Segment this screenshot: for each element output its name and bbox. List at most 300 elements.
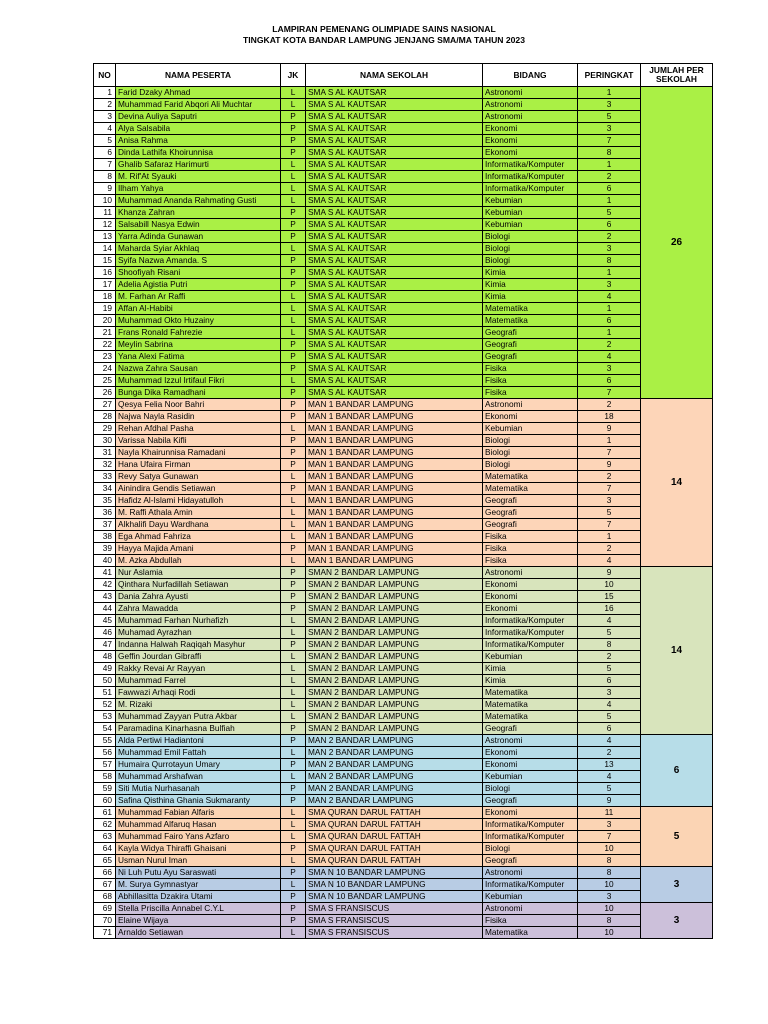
rank-cell: 10: [578, 879, 641, 891]
school-total: 5: [641, 807, 713, 867]
row-no: 9: [94, 183, 116, 195]
participant-name: Frans Ronald Fahrezie: [116, 327, 281, 339]
subject-cell: Ekonomi: [483, 747, 578, 759]
table-row: [94, 171, 713, 183]
participant-name: Meylin Sabrina: [116, 339, 281, 351]
participant-name: Farid Dzaky Ahmad: [116, 87, 281, 99]
participant-name: Muhammad Okto Huzainy: [116, 315, 281, 327]
rank-cell: 3: [578, 123, 641, 135]
table-row: [94, 675, 713, 687]
rank-cell: 4: [578, 771, 641, 783]
row-no: 65: [94, 855, 116, 867]
row-no: 31: [94, 447, 116, 459]
school-name: MAN 1 BANDAR LAMPUNG: [306, 507, 483, 519]
participant-name: Ni Luh Putu Ayu Saraswati: [116, 867, 281, 879]
subject-cell: Astronomi: [483, 567, 578, 579]
gender-cell: P: [281, 399, 306, 411]
row-no: 67: [94, 879, 116, 891]
school-name: SMA S FRANSISCUS: [306, 927, 483, 939]
participant-name: Alya Salsabila: [116, 123, 281, 135]
table-row: [94, 759, 713, 771]
school-name: SMA S AL KAUTSAR: [306, 171, 483, 183]
participant-name: Muhammad Farhan Nurhafizh: [116, 615, 281, 627]
school-name: SMA S AL KAUTSAR: [306, 87, 483, 99]
school-name: SMA S AL KAUTSAR: [306, 279, 483, 291]
subject-cell: Matematika: [483, 927, 578, 939]
school-name: SMAN 2 BANDAR LAMPUNG: [306, 723, 483, 735]
table-row: [94, 507, 713, 519]
school-name: SMA S AL KAUTSAR: [306, 159, 483, 171]
school-name: SMAN 2 BANDAR LAMPUNG: [306, 651, 483, 663]
gender-cell: P: [281, 123, 306, 135]
row-no: 10: [94, 195, 116, 207]
row-no: 23: [94, 351, 116, 363]
row-no: 38: [94, 531, 116, 543]
subject-cell: Geografi: [483, 495, 578, 507]
row-no: 53: [94, 711, 116, 723]
rank-cell: 2: [578, 471, 641, 483]
subject-cell: Astronomi: [483, 735, 578, 747]
participant-name: Muhammad Farid Abqori Ali Muchtar: [116, 99, 281, 111]
gender-cell: L: [281, 879, 306, 891]
subject-cell: Ekonomi: [483, 759, 578, 771]
rank-cell: 4: [578, 615, 641, 627]
table-row: [94, 231, 713, 243]
rank-cell: 2: [578, 747, 641, 759]
participant-name: Muhammad Fabian Alfaris: [116, 807, 281, 819]
gender-cell: P: [281, 735, 306, 747]
participant-name: Stella Priscilla Annabel C.Y.L: [116, 903, 281, 915]
table-row: [94, 327, 713, 339]
table-row: [94, 399, 713, 411]
participant-name: Zahra Mawadda: [116, 603, 281, 615]
subject-cell: Biologi: [483, 435, 578, 447]
participant-name: Nur Aslamia: [116, 567, 281, 579]
table-row: [94, 831, 713, 843]
row-no: 39: [94, 543, 116, 555]
participant-name: M. Rif'At Syauki: [116, 171, 281, 183]
subject-cell: Biologi: [483, 783, 578, 795]
rank-cell: 8: [578, 147, 641, 159]
school-name: SMA S AL KAUTSAR: [306, 219, 483, 231]
subject-cell: Matematika: [483, 471, 578, 483]
subject-cell: Kebumian: [483, 651, 578, 663]
subject-cell: Astronomi: [483, 111, 578, 123]
row-no: 55: [94, 735, 116, 747]
school-name: SMAN 2 BANDAR LAMPUNG: [306, 603, 483, 615]
rank-cell: 1: [578, 87, 641, 99]
table-row: [94, 807, 713, 819]
row-no: 69: [94, 903, 116, 915]
table-row: [94, 591, 713, 603]
participant-name: Kayla Widya Thiraffi Ghaisani: [116, 843, 281, 855]
rank-cell: 3: [578, 687, 641, 699]
gender-cell: L: [281, 195, 306, 207]
subject-cell: Ekonomi: [483, 147, 578, 159]
school-name: SMA S AL KAUTSAR: [306, 255, 483, 267]
school-name: MAN 1 BANDAR LAMPUNG: [306, 423, 483, 435]
table-row: [94, 543, 713, 555]
participant-name: Nazwa Zahra Sausan: [116, 363, 281, 375]
subject-cell: Kimia: [483, 291, 578, 303]
rank-cell: 10: [578, 903, 641, 915]
row-no: 6: [94, 147, 116, 159]
gender-cell: L: [281, 615, 306, 627]
gender-cell: P: [281, 279, 306, 291]
gender-cell: P: [281, 459, 306, 471]
table-row: [94, 279, 713, 291]
row-no: 50: [94, 675, 116, 687]
rank-cell: 13: [578, 759, 641, 771]
school-name: SMAN 2 BANDAR LAMPUNG: [306, 663, 483, 675]
row-no: 19: [94, 303, 116, 315]
subject-cell: Fisika: [483, 543, 578, 555]
row-no: 41: [94, 567, 116, 579]
participant-name: Paramadina Kinarhasna Bulfiah: [116, 723, 281, 735]
header-nama-peserta: NAMA PESERTA: [116, 64, 281, 87]
rank-cell: 3: [578, 891, 641, 903]
header-peringkat: PERINGKAT: [578, 64, 641, 87]
subject-cell: Biologi: [483, 843, 578, 855]
gender-cell: L: [281, 423, 306, 435]
page-subtitle: TINGKAT KOTA BANDAR LAMPUNG JENJANG SMA/MA TAHUN 2023: [242, 35, 525, 45]
gender-cell: P: [281, 219, 306, 231]
participant-name: Ilham Yahya: [116, 183, 281, 195]
gender-cell: P: [281, 411, 306, 423]
participant-name: Muhammad Fairo Yans Azfaro: [116, 831, 281, 843]
row-no: 43: [94, 591, 116, 603]
gender-cell: L: [281, 87, 306, 99]
rank-cell: 6: [578, 375, 641, 387]
participant-name: Varissa Nabila Kifli: [116, 435, 281, 447]
rank-cell: 9: [578, 423, 641, 435]
school-name: MAN 2 BANDAR LAMPUNG: [306, 759, 483, 771]
gender-cell: L: [281, 471, 306, 483]
row-no: 52: [94, 699, 116, 711]
row-no: 17: [94, 279, 116, 291]
school-name: SMA N 10 BANDAR LAMPUNG: [306, 879, 483, 891]
gender-cell: P: [281, 255, 306, 267]
subject-cell: Matematika: [483, 315, 578, 327]
subject-cell: Geografi: [483, 351, 578, 363]
participant-name: Najwa Nayla Rasidin: [116, 411, 281, 423]
gender-cell: P: [281, 147, 306, 159]
subject-cell: Ekonomi: [483, 591, 578, 603]
table-row: [94, 123, 713, 135]
participant-name: Abhillasitta Dzakira Utami: [116, 891, 281, 903]
rank-cell: 5: [578, 711, 641, 723]
subject-cell: Matematika: [483, 711, 578, 723]
subject-cell: Informatika/Komputer: [483, 831, 578, 843]
row-no: 28: [94, 411, 116, 423]
table-row: [94, 471, 713, 483]
table-row: [94, 483, 713, 495]
row-no: 24: [94, 363, 116, 375]
school-name: SMA S AL KAUTSAR: [306, 231, 483, 243]
school-name: SMAN 2 BANDAR LAMPUNG: [306, 711, 483, 723]
school-name: SMA S AL KAUTSAR: [306, 183, 483, 195]
participant-name: Muhammad Izzul Irtifaul Fikri: [116, 375, 281, 387]
rank-cell: 1: [578, 435, 641, 447]
row-no: 4: [94, 123, 116, 135]
table-row: [94, 843, 713, 855]
gender-cell: P: [281, 591, 306, 603]
rank-cell: 9: [578, 795, 641, 807]
subject-cell: Biologi: [483, 459, 578, 471]
school-name: MAN 1 BANDAR LAMPUNG: [306, 483, 483, 495]
school-total: 26: [641, 87, 713, 399]
rank-cell: 8: [578, 915, 641, 927]
rank-cell: 10: [578, 579, 641, 591]
row-no: 22: [94, 339, 116, 351]
participant-name: Safina Qisthina Ghania Sukmaranty: [116, 795, 281, 807]
row-no: 71: [94, 927, 116, 939]
school-name: SMA S AL KAUTSAR: [306, 243, 483, 255]
row-no: 36: [94, 507, 116, 519]
school-total: 3: [641, 867, 713, 903]
participant-name: Dania Zahra Ayusti: [116, 591, 281, 603]
school-name: SMA S AL KAUTSAR: [306, 315, 483, 327]
subject-cell: Astronomi: [483, 87, 578, 99]
rank-cell: 4: [578, 735, 641, 747]
table-row: [94, 531, 713, 543]
rank-cell: 16: [578, 603, 641, 615]
rank-cell: 4: [578, 699, 641, 711]
subject-cell: Geografi: [483, 519, 578, 531]
gender-cell: P: [281, 567, 306, 579]
participant-name: Yana Alexi Fatima: [116, 351, 281, 363]
school-name: MAN 1 BANDAR LAMPUNG: [306, 435, 483, 447]
participant-name: Alkhalifi Dayu Wardhana: [116, 519, 281, 531]
row-no: 7: [94, 159, 116, 171]
subject-cell: Kimia: [483, 279, 578, 291]
school-name: MAN 2 BANDAR LAMPUNG: [306, 795, 483, 807]
subject-cell: Kebumian: [483, 219, 578, 231]
subject-cell: Biologi: [483, 447, 578, 459]
rank-cell: 3: [578, 495, 641, 507]
subject-cell: Kimia: [483, 663, 578, 675]
row-no: 54: [94, 723, 116, 735]
rank-cell: 7: [578, 387, 641, 399]
row-no: 40: [94, 555, 116, 567]
table-row: [94, 255, 713, 267]
participant-name: Anisa Rahma: [116, 135, 281, 147]
row-no: 58: [94, 771, 116, 783]
row-no: 18: [94, 291, 116, 303]
rank-cell: 2: [578, 339, 641, 351]
participant-name: Bunga Dika Ramadhani: [116, 387, 281, 399]
row-no: 25: [94, 375, 116, 387]
school-name: SMAN 2 BANDAR LAMPUNG: [306, 591, 483, 603]
school-name: SMA QURAN DARUL FATTAH: [306, 819, 483, 831]
school-name: SMAN 2 BANDAR LAMPUNG: [306, 567, 483, 579]
table-row: [94, 495, 713, 507]
row-no: 35: [94, 495, 116, 507]
subject-cell: Geografi: [483, 339, 578, 351]
gender-cell: L: [281, 555, 306, 567]
rank-cell: 10: [578, 927, 641, 939]
table-row: [94, 375, 713, 387]
participant-name: Siti Mutia Nurhasanah: [116, 783, 281, 795]
gender-cell: P: [281, 543, 306, 555]
table-row: [94, 627, 713, 639]
rank-cell: 7: [578, 483, 641, 495]
subject-cell: Fisika: [483, 375, 578, 387]
gender-cell: L: [281, 747, 306, 759]
gender-cell: P: [281, 723, 306, 735]
rank-cell: 4: [578, 291, 641, 303]
school-name: SMA QURAN DARUL FATTAH: [306, 843, 483, 855]
rank-cell: 4: [578, 555, 641, 567]
gender-cell: P: [281, 435, 306, 447]
participant-name: Humaira Qurrotayun Umary: [116, 759, 281, 771]
gender-cell: P: [281, 207, 306, 219]
subject-cell: Geografi: [483, 507, 578, 519]
table-row: [94, 135, 713, 147]
school-name: MAN 1 BANDAR LAMPUNG: [306, 399, 483, 411]
participant-name: Nayla Khairunnisa Ramadani: [116, 447, 281, 459]
participant-name: Muhammad Farrel: [116, 675, 281, 687]
participant-name: Revy Satya Gunawan: [116, 471, 281, 483]
participant-name: Devina Auliya Saputri: [116, 111, 281, 123]
row-no: 45: [94, 615, 116, 627]
rank-cell: 8: [578, 855, 641, 867]
subject-cell: Kebumian: [483, 207, 578, 219]
participant-name: Shoofiyah Risani: [116, 267, 281, 279]
table-row: [94, 147, 713, 159]
participant-name: M. Rizaki: [116, 699, 281, 711]
subject-cell: Fisika: [483, 531, 578, 543]
table-row: [94, 711, 713, 723]
rank-cell: 18: [578, 411, 641, 423]
header-jumlah-per-sekolah: JUMLAH PER SEKOLAH: [641, 64, 713, 87]
table-row: [94, 747, 713, 759]
gender-cell: L: [281, 495, 306, 507]
participant-name: Rehan Afdhal Pasha: [116, 423, 281, 435]
gender-cell: L: [281, 687, 306, 699]
row-no: 56: [94, 747, 116, 759]
subject-cell: Ekonomi: [483, 135, 578, 147]
subject-cell: Astronomi: [483, 903, 578, 915]
table-row: [94, 567, 713, 579]
school-total: 3: [641, 903, 713, 939]
table-row: [94, 771, 713, 783]
table-row: [94, 699, 713, 711]
school-name: MAN 1 BANDAR LAMPUNG: [306, 459, 483, 471]
participant-name: Adelia Agistia Putri: [116, 279, 281, 291]
school-name: SMAN 2 BANDAR LAMPUNG: [306, 615, 483, 627]
rank-cell: 1: [578, 327, 641, 339]
row-no: 66: [94, 867, 116, 879]
table-row: [94, 867, 713, 879]
school-name: SMA QURAN DARUL FATTAH: [306, 855, 483, 867]
rank-cell: 3: [578, 363, 641, 375]
table-row: [94, 555, 713, 567]
subject-cell: Informatika/Komputer: [483, 627, 578, 639]
school-name: SMA S AL KAUTSAR: [306, 267, 483, 279]
rank-cell: 6: [578, 219, 641, 231]
subject-cell: Informatika/Komputer: [483, 879, 578, 891]
subject-cell: Geografi: [483, 327, 578, 339]
school-name: SMA S AL KAUTSAR: [306, 111, 483, 123]
gender-cell: P: [281, 363, 306, 375]
row-no: 11: [94, 207, 116, 219]
rank-cell: 8: [578, 867, 641, 879]
row-no: 42: [94, 579, 116, 591]
row-no: 16: [94, 267, 116, 279]
rank-cell: 8: [578, 255, 641, 267]
gender-cell: L: [281, 99, 306, 111]
rank-cell: 5: [578, 207, 641, 219]
table-row: [94, 723, 713, 735]
subject-cell: Matematika: [483, 687, 578, 699]
participant-name: Alda Pertiwi Hadiantoni: [116, 735, 281, 747]
table-row: [94, 615, 713, 627]
school-name: SMA S AL KAUTSAR: [306, 99, 483, 111]
gender-cell: P: [281, 387, 306, 399]
row-no: 30: [94, 435, 116, 447]
row-no: 51: [94, 687, 116, 699]
gender-cell: P: [281, 903, 306, 915]
school-name: MAN 2 BANDAR LAMPUNG: [306, 771, 483, 783]
participant-name: Qesya Felia Noor Bahri: [116, 399, 281, 411]
rank-cell: 5: [578, 111, 641, 123]
gender-cell: L: [281, 171, 306, 183]
rank-cell: 7: [578, 135, 641, 147]
table-row: [94, 855, 713, 867]
rank-cell: 2: [578, 231, 641, 243]
participant-name: Yarra Adinda Gunawan: [116, 231, 281, 243]
row-no: 49: [94, 663, 116, 675]
subject-cell: Ekonomi: [483, 411, 578, 423]
gender-cell: L: [281, 315, 306, 327]
subject-cell: Kebumian: [483, 891, 578, 903]
row-no: 2: [94, 99, 116, 111]
row-no: 13: [94, 231, 116, 243]
row-no: 57: [94, 759, 116, 771]
gender-cell: L: [281, 531, 306, 543]
table-row: [94, 243, 713, 255]
participant-name: Muhammad Ananda Rahmating Gusti: [116, 195, 281, 207]
gender-cell: P: [281, 915, 306, 927]
rank-cell: 2: [578, 651, 641, 663]
table-row: [94, 159, 713, 171]
rank-cell: 1: [578, 531, 641, 543]
participant-name: Muhamad Ayrazhan: [116, 627, 281, 639]
gender-cell: L: [281, 303, 306, 315]
table-row: [94, 891, 713, 903]
school-name: MAN 2 BANDAR LAMPUNG: [306, 783, 483, 795]
table-row: [94, 903, 713, 915]
rank-cell: 6: [578, 183, 641, 195]
gender-cell: P: [281, 351, 306, 363]
participant-name: Muhammad Arshafwan: [116, 771, 281, 783]
gender-cell: L: [281, 183, 306, 195]
row-no: 26: [94, 387, 116, 399]
school-name: MAN 1 BANDAR LAMPUNG: [306, 495, 483, 507]
school-name: SMA S AL KAUTSAR: [306, 147, 483, 159]
row-no: 48: [94, 651, 116, 663]
row-no: 70: [94, 915, 116, 927]
school-total: 14: [641, 567, 713, 735]
school-name: MAN 2 BANDAR LAMPUNG: [306, 735, 483, 747]
header-no: NO: [94, 64, 116, 87]
table-row: [94, 183, 713, 195]
subject-cell: Kimia: [483, 267, 578, 279]
participant-name: Syifa Nazwa Amanda. S: [116, 255, 281, 267]
gender-cell: L: [281, 243, 306, 255]
school-name: SMA S AL KAUTSAR: [306, 351, 483, 363]
